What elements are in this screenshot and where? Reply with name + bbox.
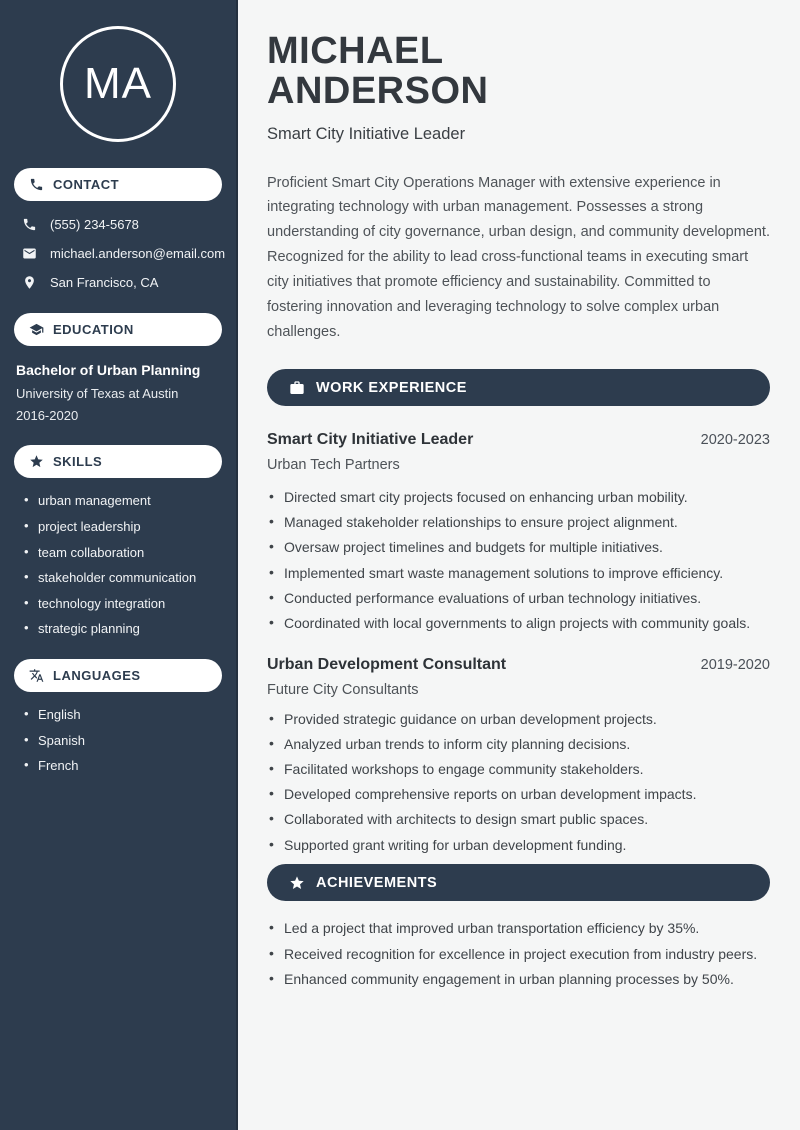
- contact-section-header: [14, 168, 222, 201]
- skill-item: • technology integration: [24, 597, 222, 611]
- skills-section: [14, 445, 222, 636]
- star-icon: [289, 875, 305, 891]
- contact-location: [22, 275, 222, 290]
- sidebar: [0, 0, 238, 1130]
- job-entry: [267, 656, 770, 853]
- job-bullet: • Analyzed urban trends to inform city planning decisions.: [267, 737, 770, 752]
- job-bullet: • Directed smart city projects focused on enhancing urban mobility.: [267, 490, 770, 505]
- phone-icon: [22, 217, 37, 232]
- achievements-header: [267, 864, 770, 901]
- job-bullet: • Supported grant writing for urban development funding.: [267, 838, 770, 853]
- achievement-item: • Led a project that improved urban transportation efficiency by 35%.: [267, 921, 770, 936]
- achievement-item: • Enhanced community engagement in urban planning processes by 50%.: [267, 972, 770, 987]
- page-title: [267, 31, 770, 112]
- job-title: Smart City Initiative Leader: [267, 431, 474, 449]
- job-bullet: • Coordinated with local governments to align projects with community goals.: [267, 616, 770, 631]
- skills-section-header: [14, 445, 222, 478]
- job-bullet: • Implemented smart waste management solutions to improve efficiency.: [267, 566, 770, 581]
- last-name: ANDERSON: [267, 70, 489, 113]
- skill-item: • stakeholder communication: [24, 571, 222, 585]
- job-bullet: • Provided strategic guidance on urban development projects.: [267, 712, 770, 727]
- summary-paragraph: Proficient Smart City Operations Manager with extensive experience in integrating technology with urban management. Possesses a strong understanding of city governance, urban design, and community development. Recognized for the ability to lead cross-functional teams in executing smart city initiatives that promote efficiency and sustainability. Committed to fostering innovation and leveraging technology to solve complex urban challenges.: [267, 174, 770, 341]
- skill-item: • project leadership: [24, 520, 222, 534]
- contact-phone-value: (555) 234-5678: [50, 217, 139, 232]
- phone-icon: [29, 177, 44, 192]
- avatar: [60, 26, 176, 142]
- skill-item: • urban management: [24, 494, 222, 508]
- contact-phone: [22, 217, 222, 232]
- job-bullet: • Developed comprehensive reports on urban development impacts.: [267, 787, 770, 802]
- education-section: [14, 313, 222, 422]
- contact-section-title: CONTACT: [53, 177, 120, 192]
- language-item: • French: [24, 759, 222, 773]
- resume-main: [238, 0, 800, 1130]
- contact-email-value: michael.anderson@email.com: [50, 246, 226, 261]
- work-experience-title: WORK EXPERIENCE: [316, 379, 467, 396]
- achievement-item: • Received recognition for excellence in project execution from industry peers.: [267, 947, 770, 962]
- translate-icon: [29, 668, 44, 683]
- languages-section-header: [14, 659, 222, 692]
- work-experience-header: [267, 369, 770, 406]
- job-company: Future City Consultants: [267, 681, 419, 698]
- job-dates: 2019-2020: [700, 656, 770, 673]
- job-dates: 2020-2023: [700, 432, 770, 449]
- job-head: [267, 431, 770, 449]
- languages-section-title: LANGUAGES: [53, 668, 141, 684]
- first-name: MICHAEL: [267, 30, 444, 72]
- contact-location-value: San Francisco, CA: [50, 275, 159, 290]
- email-icon: [22, 246, 37, 261]
- contact-section: [14, 168, 226, 290]
- star-icon: [29, 454, 44, 469]
- job-bullet: • Facilitated workshops to engage community stakeholders.: [267, 762, 770, 777]
- job-company: Urban Tech Partners: [267, 457, 400, 474]
- language-item: • English: [24, 708, 222, 722]
- education-years: 2016-2020: [16, 407, 79, 423]
- job-entry: [267, 431, 770, 631]
- skills-list: [24, 494, 222, 636]
- education-section-header: [14, 313, 222, 346]
- education-school: University of Texas at Austin: [16, 386, 179, 401]
- languages-list: [24, 708, 222, 773]
- job-bullet: • Oversaw project timelines and budgets for multiple initiatives.: [267, 540, 770, 555]
- skill-item: • team collaboration: [24, 546, 222, 560]
- graduation-cap-icon: [29, 322, 44, 337]
- job-bullet-list: [267, 490, 770, 631]
- achievements-title: ACHIEVEMENTS: [316, 874, 438, 891]
- languages-section: [14, 659, 222, 773]
- education-section-title: EDUCATION: [53, 322, 134, 337]
- job-bullet: • Conducted performance evaluations of urban technology initiatives.: [267, 591, 770, 606]
- skill-item: • strategic planning: [24, 622, 222, 636]
- job-head: [267, 656, 770, 674]
- language-item: • Spanish: [24, 734, 222, 748]
- achievements-list: [267, 921, 770, 986]
- location-icon: [22, 275, 37, 290]
- education-degree: Bachelor of Urban Planning: [16, 362, 201, 378]
- job-bullet: • Collaborated with architects to design smart public spaces.: [267, 812, 770, 827]
- job-bullet: • Managed stakeholder relationships to ensure project alignment.: [267, 515, 770, 530]
- job-subtitle: Smart City Initiative Leader: [267, 124, 466, 143]
- job-bullet-list: [267, 712, 770, 853]
- job-title: Urban Development Consultant: [267, 655, 507, 673]
- briefcase-icon: [289, 380, 305, 396]
- contact-email: [22, 246, 226, 261]
- skills-section-title: SKILLS: [53, 454, 103, 470]
- avatar-initials: MA: [84, 59, 152, 108]
